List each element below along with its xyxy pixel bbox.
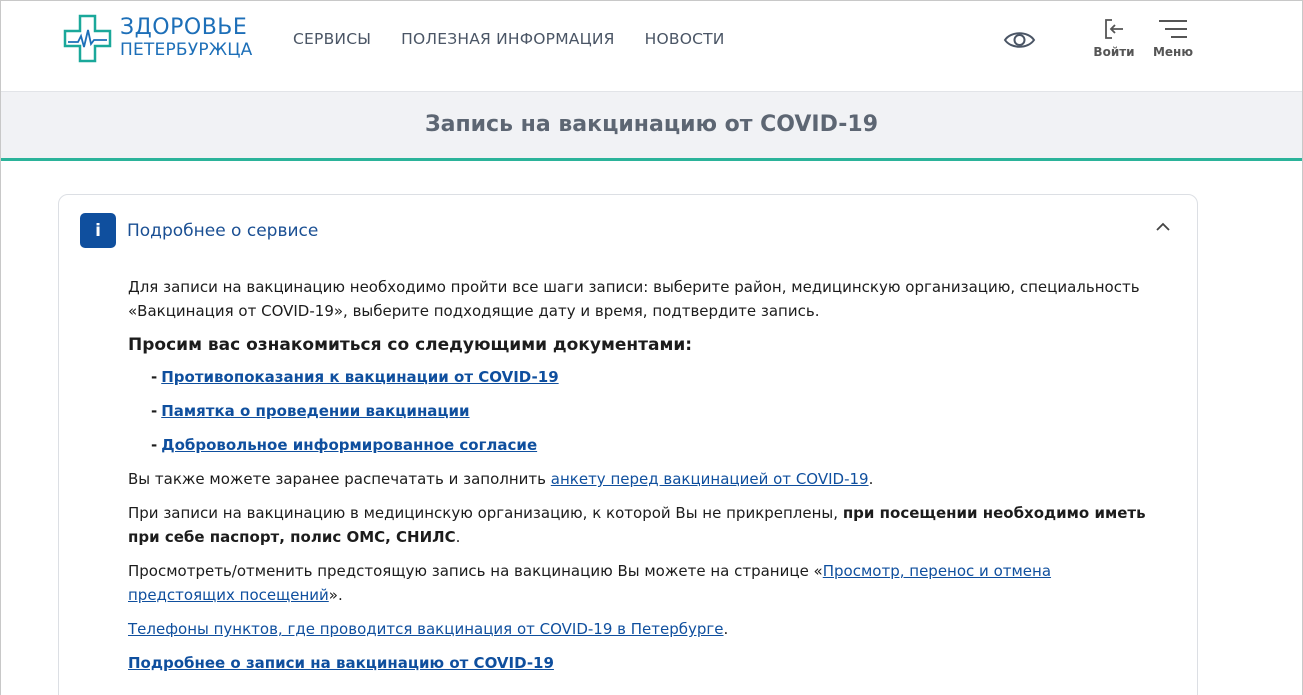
list-item <box>151 433 1158 457</box>
list-dash: - <box>151 402 158 420</box>
phones-paragraph <box>128 617 1158 641</box>
passport-paragraph <box>128 501 1158 549</box>
menu-label: Меню <box>1152 45 1194 59</box>
medical-cross-pulse-icon <box>63 14 112 63</box>
list-dash: - <box>151 436 158 454</box>
print-end: . <box>868 470 874 488</box>
passport-text: При записи на вакцинацию в медицинскую организацию, к которой Вы не прикреплены, <box>128 504 843 522</box>
login-icon <box>1103 18 1125 40</box>
eye-icon[interactable] <box>1003 28 1036 52</box>
intro-text: Для записи на вакцинацию необходимо пройти все шаги записи: выберите район, медицинскую организацию, специальность «Вакцинация от COVID-19», выберите подходящие дату и время, подтвердите запись. <box>128 278 1140 320</box>
doc-link-consent[interactable]: Добровольное информированное согласие <box>161 436 538 454</box>
nav-item-services[interactable]: СЕРВИСЫ <box>293 30 372 48</box>
info-icon: i <box>80 213 116 248</box>
nav-item-useful-info[interactable]: ПОЛЕЗНАЯ ИНФОРМАЦИЯ <box>401 30 615 48</box>
list-item <box>151 399 1158 423</box>
title-band <box>0 91 1303 161</box>
phones-end: . <box>723 620 729 638</box>
print-text: Вы также можете заранее распечатать и заполнить <box>128 470 551 488</box>
nav-item-news[interactable]: НОВОСТИ <box>644 30 725 48</box>
doc-link-contraindications[interactable]: Противопоказания к вакцинации от COVID-19 <box>161 368 559 386</box>
hamburger-icon <box>1157 18 1189 40</box>
docs-list <box>151 365 1158 457</box>
passport-bold: при посещении необходимо иметь при себе паспорт, полис ОМС, СНИЛС <box>128 504 1146 546</box>
more-info-link[interactable]: Подробнее о записи на вакцинацию от COVID-19 <box>128 654 554 672</box>
view-end: ». <box>328 586 343 604</box>
more-paragraph <box>128 651 1158 675</box>
questionnaire-link[interactable]: анкету перед вакцинацией от COVID-19 <box>550 470 869 488</box>
phones-link[interactable]: Телефоны пунктов, где проводится вакцинация от COVID-19 в Петербурге <box>128 620 724 638</box>
card-content <box>128 275 1158 685</box>
docs-heading: Просим вас ознакомиться со следующими документами: <box>128 335 693 355</box>
main-nav <box>293 30 725 48</box>
card-header[interactable] <box>80 213 318 248</box>
logo-line1: ЗДОРОВЬЕ <box>120 14 248 40</box>
logo-line2: ПЕТЕРБУРЖЦА <box>120 39 253 60</box>
view-paragraph <box>128 559 1158 607</box>
list-dash: - <box>151 368 158 386</box>
login-button[interactable] <box>1094 18 1134 59</box>
site-header <box>0 0 1303 91</box>
card-title: Подробнее о сервисе <box>127 220 319 241</box>
login-label: Войти <box>1093 45 1135 59</box>
logo-text <box>120 14 253 61</box>
service-info-card <box>58 194 1198 695</box>
site-logo[interactable] <box>63 14 253 63</box>
doc-link-memo[interactable]: Памятка о проведении вакцинации <box>161 402 470 420</box>
menu-button[interactable] <box>1152 18 1194 59</box>
passport-end: . <box>455 528 461 546</box>
print-paragraph <box>128 467 1158 491</box>
appointments-link[interactable]: Просмотр, перенос и отмена предстоящих посещений <box>128 562 1052 604</box>
view-text: Просмотреть/отменить предстоящую запись на вакцинацию Вы можете на странице « <box>128 562 823 580</box>
chevron-up-icon[interactable] <box>1155 222 1171 232</box>
page-title: Запись на вакцинацию от COVID-19 <box>424 112 879 137</box>
list-item <box>151 365 1158 389</box>
